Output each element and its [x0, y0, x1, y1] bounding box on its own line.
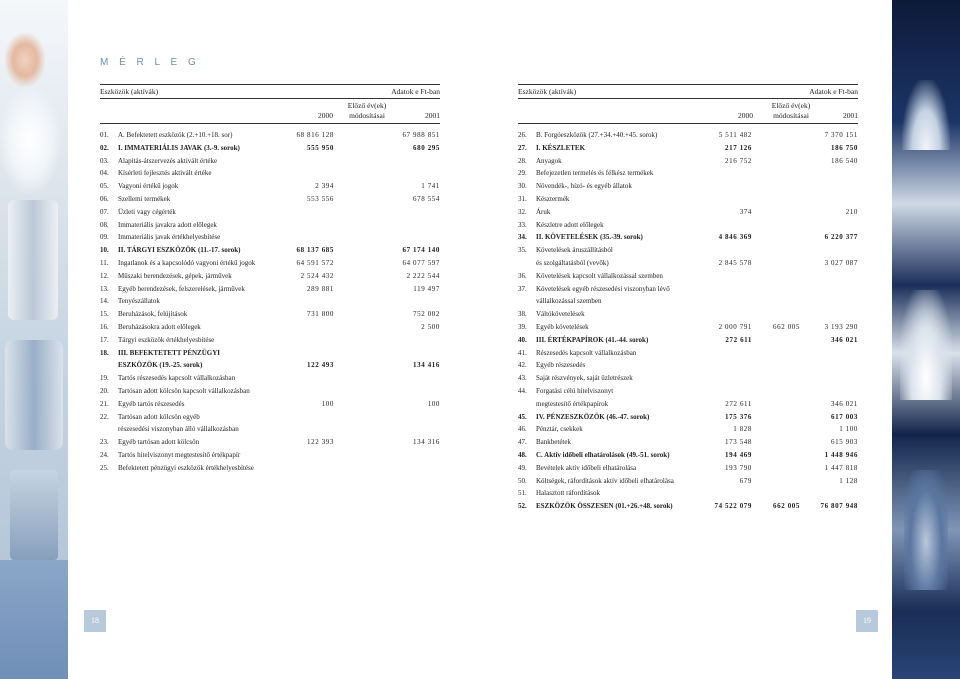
col-prev-years: Előző év(ek) — [347, 101, 387, 110]
row-label: Részesedés kapcsolt vállalkozásban — [536, 348, 637, 357]
table-row — [518, 284, 858, 297]
row-number: 18. — [100, 348, 109, 357]
value-2000: 2 000 791 — [718, 322, 752, 331]
row-label: II. KÖVETELÉSEK (35.-39. sorok) — [536, 233, 643, 242]
row-number: 50. — [518, 476, 527, 485]
value-2001: 6 220 377 — [824, 233, 858, 242]
row-number: 49. — [518, 463, 527, 472]
value-2000: 68 137 685 — [296, 246, 334, 255]
right-photo-strip — [892, 0, 960, 679]
row-number: 39. — [518, 322, 527, 331]
row-number: 19. — [100, 374, 109, 383]
row-number: 08. — [100, 220, 109, 229]
row-label: Tárgyi eszközök értékhelyesbítése — [118, 335, 215, 344]
table-row — [518, 424, 858, 437]
value-2001: 1 448 946 — [824, 450, 858, 459]
value-2001: 2 500 — [421, 322, 440, 331]
table-row — [518, 386, 858, 399]
row-label: Késztermék — [536, 194, 570, 203]
row-label: Egyéb tartósan adott kölcsön — [118, 438, 200, 447]
table-row — [100, 284, 440, 297]
value-2000: 122 493 — [307, 361, 334, 370]
decorative-light — [904, 470, 948, 590]
row-number: 04. — [100, 169, 109, 178]
table-row — [100, 450, 440, 463]
table-row — [100, 245, 440, 258]
value-2000: 173 548 — [725, 438, 752, 447]
row-number: 14. — [100, 297, 109, 306]
row-number: 38. — [518, 310, 527, 319]
value-2000: 194 469 — [725, 450, 752, 459]
table-row — [100, 463, 440, 476]
table-row — [100, 412, 440, 425]
row-number: 32. — [518, 207, 527, 216]
table-body — [100, 130, 440, 476]
row-number: 06. — [100, 194, 109, 203]
row-number: 15. — [100, 310, 109, 319]
table-row — [518, 450, 858, 463]
table-row — [518, 309, 858, 322]
value-2000: 2 524 432 — [300, 271, 334, 280]
table-row — [100, 335, 440, 348]
row-number: 13. — [100, 284, 109, 293]
row-label: Egyéb követelések — [536, 322, 589, 331]
value-2000: 2 394 — [315, 182, 334, 191]
decorative-light — [900, 290, 952, 400]
value-2001: 2 222 544 — [406, 271, 440, 280]
table-row — [518, 335, 858, 348]
value-2000: 553 556 — [307, 194, 334, 203]
value-2001: 3 027 087 — [824, 258, 858, 267]
table-row — [100, 399, 440, 412]
decorative-light — [902, 80, 950, 150]
value-2001: 346 021 — [831, 335, 858, 344]
row-label: Tartósan adott kölcsön kapcsolt vállalkozásban — [118, 386, 250, 395]
value-2001: 346 021 — [831, 399, 858, 408]
value-2001: 7 370 151 — [824, 131, 858, 139]
col-modifications: módosításai — [349, 111, 385, 120]
row-label: Követelések áruszállításból — [536, 246, 613, 255]
row-number: 27. — [518, 143, 527, 152]
row-label: Saját részvények, saját üzletrészek — [536, 374, 633, 383]
row-number: 02. — [100, 143, 109, 152]
value-2001: 100 — [427, 399, 440, 408]
value-2001: 134 416 — [413, 361, 440, 370]
row-label: III. ÉRTÉKPAPÍROK (41.-44. sorok) — [536, 335, 649, 344]
row-label: Tartósan adott kölcsön egyéb — [118, 412, 200, 421]
table-row — [100, 424, 440, 437]
value-2000: 1 828 — [733, 425, 752, 434]
value-2000: 74 522 079 — [714, 502, 752, 511]
table-row — [100, 220, 440, 233]
table-row — [100, 258, 440, 271]
row-number: 29. — [518, 169, 527, 178]
row-label: megtestesítő értékpapírok — [536, 399, 609, 408]
row-number: 09. — [100, 233, 109, 242]
row-label: III. BEFEKTETETT PÉNZÜGYI — [118, 348, 220, 357]
table-row — [518, 245, 858, 258]
row-label: és szolgáltatásból (vevők) — [536, 258, 609, 267]
row-number: 22. — [100, 412, 109, 421]
row-label: A. Befektetett eszközök (2.+10.+18. sor) — [118, 131, 233, 139]
row-label: Tartós hitelviszonyt megtestesítő értékpapír — [118, 450, 241, 459]
table-row — [100, 373, 440, 386]
value-2000: 272 611 — [725, 399, 752, 408]
value-2001: 67 174 140 — [402, 246, 440, 255]
row-number: 01. — [100, 131, 109, 139]
row-label: Beruházások, felújítások — [118, 310, 188, 319]
row-label: vállalkozással szemben — [536, 297, 602, 306]
row-number: 31. — [518, 194, 527, 203]
table-row — [518, 232, 858, 245]
value-2000: 289 881 — [307, 284, 334, 293]
row-label: Szellemi termékek — [118, 194, 171, 203]
table-row — [518, 220, 858, 233]
value-2001: 76 807 948 — [820, 502, 858, 511]
row-label: Követelések egyéb részesedési viszonyban lévő — [536, 284, 670, 293]
row-number: 25. — [100, 463, 109, 472]
row-label: Halasztott ráfordítások — [536, 489, 600, 498]
lab-equipment-image-2 — [10, 470, 58, 560]
row-label: Immateriális javak értékhelyesbítése — [118, 233, 221, 242]
value-2001: 1 447 818 — [824, 463, 858, 472]
table-row — [518, 156, 858, 169]
table-row — [100, 207, 440, 220]
value-2001: 210 — [845, 207, 858, 216]
row-label: Befejezetlen termelés és félkész termékek — [536, 169, 654, 178]
value-2001: 67 988 851 — [402, 131, 440, 139]
value-2001: 680 295 — [413, 143, 440, 152]
table-row — [100, 130, 440, 143]
row-label: I. KÉSZLETEK — [536, 143, 586, 152]
row-label: Immateriális javakra adott előlegek — [118, 220, 217, 229]
row-label: Alapítás-átszervezés aktivált értéke — [118, 156, 218, 165]
table-row — [518, 296, 858, 309]
left-balance-table — [100, 84, 440, 476]
row-label: Váltókövetelések — [536, 310, 585, 319]
row-number: 46. — [518, 425, 527, 434]
row-label: Tenyészállatok — [118, 297, 160, 306]
value-2001: 1 128 — [839, 476, 858, 485]
table-row — [518, 143, 858, 156]
row-label: Bankbetétek — [536, 438, 571, 447]
col-2000: 2000 — [318, 111, 333, 120]
table-row — [518, 194, 858, 207]
row-label: Bevételek aktív időbeli elhatárolása — [536, 463, 637, 472]
value-modifications: 662 005 — [773, 322, 800, 331]
microscope-image — [8, 200, 58, 320]
value-2001: 615 903 — [831, 438, 858, 447]
col-prev-years: Előző év(ek) — [771, 101, 811, 110]
table-row — [100, 194, 440, 207]
row-number: 36. — [518, 271, 527, 280]
table-row — [518, 207, 858, 220]
row-label: Egyéb részesedés — [536, 361, 586, 370]
value-modifications: 662 005 — [773, 502, 800, 511]
row-number: 48. — [518, 450, 527, 459]
value-2000: 4 846 369 — [718, 233, 752, 242]
value-2000: 122 393 — [307, 438, 334, 447]
table-row — [100, 309, 440, 322]
row-number: 21. — [100, 399, 109, 408]
lab-equipment-image — [5, 340, 63, 450]
row-number: 07. — [100, 207, 109, 216]
col-2001: 2001 — [425, 111, 440, 120]
value-2000: 217 126 — [725, 143, 752, 152]
table-header — [100, 84, 440, 99]
value-2000: 2 845 578 — [718, 258, 752, 267]
row-number: 34. — [518, 233, 527, 242]
row-number: 40. — [518, 335, 527, 344]
row-label: Műszaki berendezések, gépek, járművek — [118, 271, 232, 280]
table-row — [100, 271, 440, 284]
table-row — [100, 296, 440, 309]
table-row — [100, 143, 440, 156]
table-row — [518, 181, 858, 194]
row-label: ESZKÖZÖK ÖSSZESEN (01.+26.+48. sorok) — [536, 502, 673, 511]
table-header — [518, 84, 858, 99]
row-label: Egyéb berendezések, felszerelések, járművek — [118, 284, 245, 293]
table-row — [100, 437, 440, 450]
col-modifications: módosításai — [773, 111, 809, 120]
table-row — [518, 437, 858, 450]
row-number: 26. — [518, 131, 527, 139]
page-number-right: 19 — [856, 610, 878, 632]
column-headers — [518, 99, 858, 124]
row-number: 41. — [518, 348, 527, 357]
row-number: 52. — [518, 502, 527, 511]
row-number: 43. — [518, 374, 527, 383]
row-label: Egyéb tartós részesedés — [118, 399, 185, 408]
table-row — [518, 501, 858, 514]
value-2001: 1 100 — [839, 425, 858, 434]
table-row — [100, 322, 440, 335]
row-number: 35. — [518, 246, 527, 255]
table-body — [518, 130, 858, 514]
table-row — [518, 360, 858, 373]
row-number: 28. — [518, 156, 527, 165]
value-2000: 5 511 482 — [718, 131, 752, 139]
row-label: I. IMMATERIÁLIS JAVAK (3.-9. sorok) — [118, 143, 240, 152]
header-unit-label: Adatok e Ft-ban — [809, 87, 858, 96]
table-row — [518, 168, 858, 181]
row-label: részesedési viszonyban álló vállalkozásban — [118, 425, 239, 434]
table-row — [518, 373, 858, 386]
row-number: 45. — [518, 412, 527, 421]
table-row — [100, 168, 440, 181]
table-row — [100, 181, 440, 194]
row-number: 03. — [100, 156, 109, 165]
row-number: 47. — [518, 438, 527, 447]
col-2000: 2000 — [738, 111, 753, 120]
row-label: Beruházásokra adott előlegek — [118, 322, 201, 331]
row-label: Ingatlanok és a kapcsolódó vagyoni értékű jogok — [118, 258, 256, 267]
table-row — [518, 322, 858, 335]
row-label: Pénztár, csekkek — [536, 425, 583, 434]
value-2001: 617 003 — [831, 412, 858, 421]
value-2000: 175 376 — [725, 412, 752, 421]
header-left-label: Eszközök (aktívák) — [100, 87, 159, 96]
row-number: 51. — [518, 489, 527, 498]
value-2001: 186 750 — [831, 143, 858, 152]
table-row — [518, 476, 858, 489]
value-2001: 64 077 597 — [402, 258, 440, 267]
row-label: IV. PÉNZESZKÖZÖK (46.-47. sorok) — [536, 412, 650, 421]
row-label: Vagyoni értékű jogok — [118, 182, 179, 191]
row-label: Kísérleti fejlesztés aktivált értéke — [118, 169, 212, 178]
row-number: 42. — [518, 361, 527, 370]
table-row — [518, 271, 858, 284]
table-row — [100, 232, 440, 245]
left-photo-strip — [0, 0, 68, 679]
value-2000: 731 800 — [307, 310, 334, 319]
row-number: 37. — [518, 284, 527, 293]
page-title: M É R L E G — [100, 57, 200, 68]
row-number: 23. — [100, 438, 109, 447]
row-label: Növendék-, hízó- és egyéb állatok — [536, 182, 632, 191]
value-2000: 374 — [739, 207, 752, 216]
row-number: 12. — [100, 271, 109, 280]
table-row — [518, 399, 858, 412]
header-unit-label: Adatok e Ft-ban — [391, 87, 440, 96]
row-number: 05. — [100, 182, 109, 191]
header-left-label: Eszközök (aktívák) — [518, 87, 577, 96]
table-row — [100, 156, 440, 169]
table-row — [518, 488, 858, 501]
value-2000: 68 816 128 — [296, 131, 334, 139]
table-row — [100, 360, 440, 373]
row-label: ESZKÖZÖK (19.-25. sorok) — [118, 361, 203, 370]
table-row — [518, 463, 858, 476]
value-2000: 272 611 — [725, 335, 752, 344]
table-row — [100, 348, 440, 361]
value-2000: 64 591 572 — [296, 258, 334, 267]
value-2001: 1 741 — [421, 182, 440, 191]
value-2000: 555 950 — [307, 143, 334, 152]
row-label: Tartós részesedés kapcsolt vállalkozásban — [118, 374, 236, 383]
table-row — [100, 386, 440, 399]
row-number: 33. — [518, 220, 527, 229]
row-label: II. TÁRGYI ESZKÖZÖK (11.-17. sorok) — [118, 246, 241, 255]
value-2001: 678 554 — [413, 194, 440, 203]
row-number: 10. — [100, 246, 109, 255]
value-2001: 119 497 — [413, 284, 440, 293]
row-label: Üzleti vagy cégérték — [118, 207, 176, 216]
table-row — [518, 348, 858, 361]
right-balance-table — [518, 84, 858, 514]
row-label: B. Forgóeszközök (27.+34.+40.+45. sorok) — [536, 131, 658, 139]
row-label: Áruk — [536, 207, 551, 216]
value-2001: 3 193 290 — [824, 322, 858, 331]
row-label: Követelések kapcsolt vállalkozással szemben — [536, 271, 663, 280]
value-2000: 216 752 — [725, 156, 752, 165]
row-label: C. Aktív időbeli elhatárolások (49.-51. sorok) — [536, 450, 670, 459]
row-number: 24. — [100, 450, 109, 459]
row-label: Költségek, ráfordítások aktív időbeli elhatárolása — [536, 476, 674, 485]
value-2000: 100 — [321, 399, 334, 408]
table-row — [518, 258, 858, 271]
value-2001: 752 002 — [413, 310, 440, 319]
row-label: Anyagok — [536, 156, 562, 165]
value-2000: 193 790 — [725, 463, 752, 472]
row-number: 44. — [518, 386, 527, 395]
value-2001: 134 316 — [413, 438, 440, 447]
col-2001: 2001 — [843, 111, 858, 120]
row-label: Készletre adott előlegek — [536, 220, 604, 229]
value-2001: 186 540 — [831, 156, 858, 165]
row-label: Forgatási célú hitelviszonyt — [536, 386, 614, 395]
row-label: Befektetett pénzügyi eszközök értékhelyesbítése — [118, 463, 254, 472]
value-2000: 679 — [739, 476, 752, 485]
row-number: 20. — [100, 386, 109, 395]
row-number: 17. — [100, 335, 109, 344]
table-row — [518, 412, 858, 425]
row-number: 16. — [100, 322, 109, 331]
row-number: 30. — [518, 182, 527, 191]
table-row — [518, 130, 858, 143]
column-headers — [100, 99, 440, 124]
row-number: 11. — [100, 258, 109, 267]
page-number-left: 18 — [84, 610, 106, 632]
